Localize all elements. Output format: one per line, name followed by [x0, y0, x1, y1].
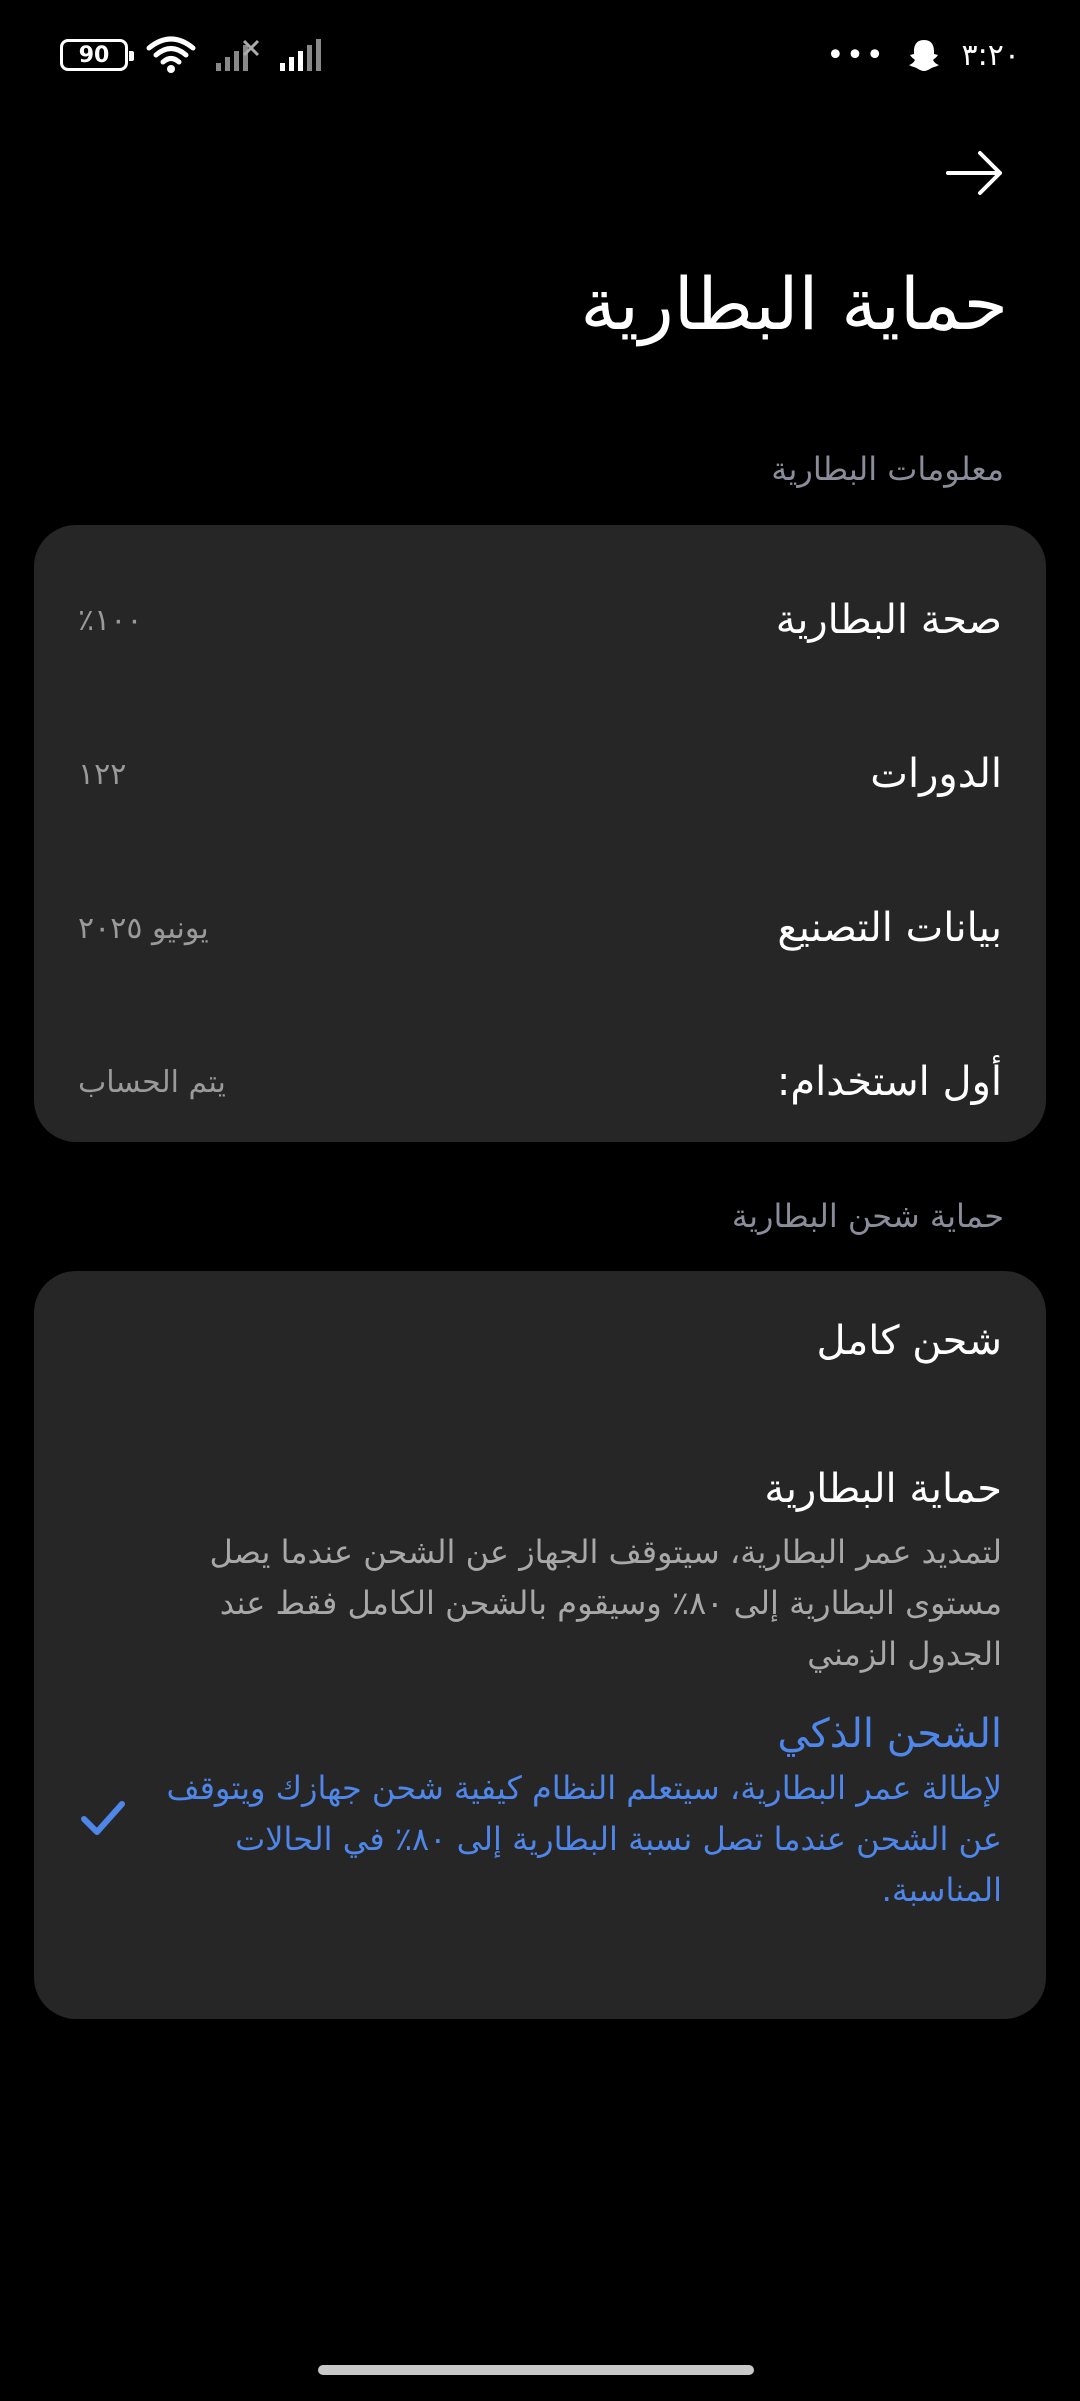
option-full-charge[interactable]	[34, 1271, 1046, 1411]
option-smart-charging-title: الشحن الذكي	[777, 1711, 1002, 1757]
option-smart-charging-description	[122, 1763, 1002, 1916]
wifi-icon	[146, 36, 196, 74]
battery-health-label: صحة البطارية	[775, 597, 1002, 643]
charging-protection-card	[34, 1271, 1046, 2019]
status-bar	[0, 0, 1080, 110]
cycles-label: الدورات	[870, 751, 1002, 797]
cycles-value: ١٢٢	[78, 756, 127, 792]
option-battery-protection[interactable]	[34, 1411, 1046, 1681]
manufacture-date-value: يونيو ٢٠٢٥	[78, 910, 209, 946]
description-line: المناسبة.	[881, 1871, 1002, 1909]
checkmark-icon	[76, 1791, 130, 1845]
description-line: عن الشحن عندما تصل نسبة البطارية إلى ٨٠٪ في الحالات	[235, 1820, 1002, 1858]
first-use-row	[34, 1032, 1046, 1132]
battery-info-card	[34, 525, 1046, 1142]
option-smart-charging[interactable]	[34, 1711, 1046, 2011]
signal-icon	[278, 37, 326, 73]
snapchat-icon	[906, 37, 942, 73]
first-use-value: يتم الحساب	[78, 1064, 226, 1100]
page-title: حماية البطارية	[580, 262, 1008, 346]
status-right	[826, 37, 1020, 73]
option-battery-protection-title: حماية البطارية	[764, 1466, 1002, 1512]
cycles-row	[34, 724, 1046, 824]
status-left	[60, 36, 326, 74]
manufacture-date-label: بيانات التصنيع	[777, 905, 1002, 951]
more-notifications-icon: •••	[826, 37, 886, 73]
battery-health-value: ١٠٠٪	[78, 602, 143, 638]
battery-icon	[60, 39, 128, 71]
arrow-right-icon[interactable]	[942, 140, 1008, 206]
status-time: ٣:٢٠	[961, 37, 1020, 73]
first-use-label: أول استخدام:	[776, 1059, 1002, 1105]
description-line: لإطالة عمر البطارية، سيتعلم النظام كيفية شحن جهازك ويتوقف	[166, 1769, 1002, 1807]
manufacture-date-row	[34, 878, 1046, 978]
battery-health-row	[34, 570, 1046, 670]
description-line: لتمديد عمر البطارية، سيتوقف الجهاز عن الشحن عندما يصل	[209, 1533, 1002, 1571]
option-full-charge-title: شحن كامل	[816, 1318, 1002, 1364]
battery-info-section-title: معلومات البطارية	[771, 450, 1004, 488]
signal-no-service-icon	[214, 37, 260, 73]
navigation-handle[interactable]	[318, 2365, 754, 2375]
charging-protection-section-title: حماية شحن البطارية	[731, 1197, 1004, 1235]
description-line: مستوى البطارية إلى ٨٠٪ وسيقوم بالشحن الكامل فقط عند	[219, 1584, 1002, 1622]
battery-level: 90	[78, 42, 110, 68]
description-line: الجدول الزمني	[807, 1635, 1002, 1673]
option-battery-protection-description	[102, 1527, 1002, 1680]
